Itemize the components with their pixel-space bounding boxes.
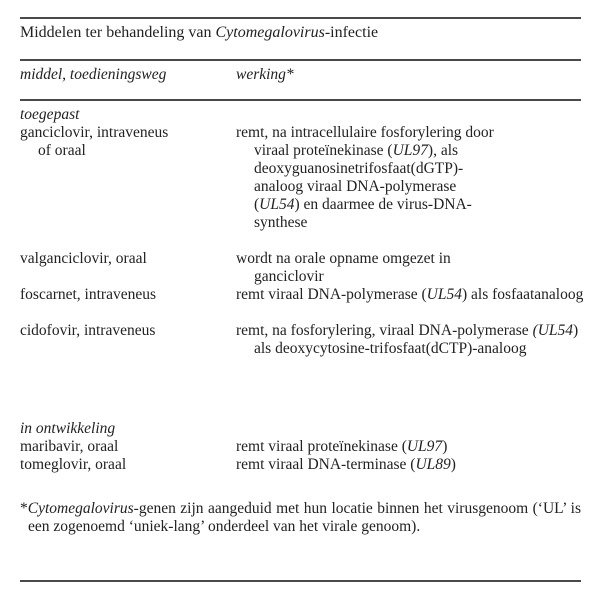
agent-cell: valganciclovir, oraal bbox=[20, 250, 147, 267]
action-cell: remt, na fosforylering, viraal DNA-polymerase (UL54) als deoxycytosine-trifosfaat(dCTP)-analoog bbox=[236, 322, 579, 357]
bottom-rule bbox=[20, 580, 581, 582]
action-cell: remt viraal DNA-terminase (UL89) bbox=[236, 456, 456, 473]
agent-cell: foscarnet, intraveneus bbox=[20, 286, 156, 303]
title-suffix: -infectie bbox=[324, 24, 379, 41]
action-cell: wordt na orale opname omgezet in ganciclovir bbox=[236, 250, 451, 285]
section-label-in-development: in ontwikkeling bbox=[20, 420, 116, 437]
agent-name: ganciclovir, intraveneus bbox=[20, 124, 169, 141]
column-header-agent: middel, toedieningsweg bbox=[20, 66, 167, 83]
agent-route: of oraal bbox=[38, 142, 86, 159]
agent-cell: maribavir, oraal bbox=[20, 438, 119, 455]
top-rule bbox=[20, 17, 581, 19]
section-label-applied: toegepast bbox=[20, 106, 80, 123]
footnote bbox=[20, 500, 581, 536]
agent-cell bbox=[20, 124, 230, 160]
action-cell: remt, na intracellulaire fosforylering door viraal proteïnekinase (UL97), als deoxyguanosinetrifosfaat(dGTP)-analoog viraal DNA-polymerase (UL54) en daarmee de virus-DNA-synthese bbox=[236, 124, 494, 231]
title-italic: Cytomegalovirus bbox=[215, 24, 325, 41]
agent-cell: cidofovir, intraveneus bbox=[20, 322, 156, 339]
action-cell: remt viraal proteïnekinase (UL97) bbox=[236, 438, 448, 455]
agent-cell: tomeglovir, oraal bbox=[20, 456, 127, 473]
title-rule bbox=[20, 59, 581, 61]
footnote-mark: * bbox=[20, 500, 28, 517]
footnote-text: -genen zijn aangeduid met hun locatie binnen het virusgenoom (‘UL’ is een zogenoemd ‘uniek-lang’ onderdeel van het virale genoom). bbox=[28, 500, 581, 535]
column-header-action: werking* bbox=[236, 66, 294, 83]
title-text: Middelen ter behandeling van bbox=[20, 24, 216, 41]
table-title bbox=[20, 24, 378, 42]
footnote-italic: Cytomegalovirus bbox=[27, 500, 134, 517]
header-rule bbox=[20, 99, 581, 101]
action-cell: remt viraal DNA-polymerase (UL54) als fosfaatanaloog bbox=[236, 286, 584, 303]
